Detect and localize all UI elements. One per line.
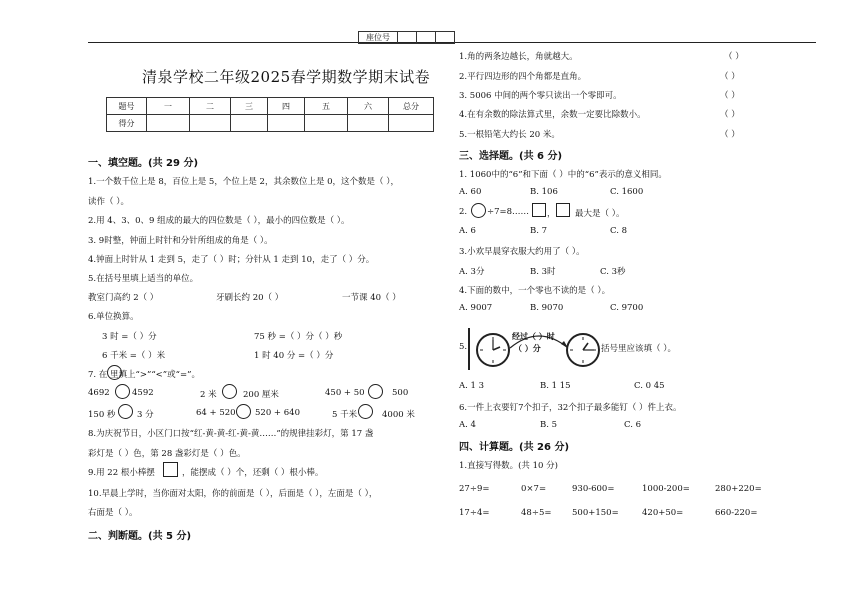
calc-item: 48÷5=: [521, 508, 552, 518]
choice-option[interactable]: B. 3时: [530, 267, 556, 277]
calc-item: 27÷9=: [459, 484, 490, 494]
elapsed-hours-label: 经过（ ）时: [512, 331, 555, 341]
choice-option[interactable]: A. 60: [459, 187, 482, 197]
calc-item: 930-600=: [572, 484, 615, 494]
choice-q2-tail: 最大是（ ）。: [575, 209, 625, 219]
score-row-label: 得分: [107, 115, 147, 132]
question-8-line2: 彩灯是（ ）色，第 28 盏彩灯是（ ）色。: [88, 449, 246, 459]
calc-item: 500+150=: [572, 508, 619, 518]
seat-label: 座位号: [359, 32, 398, 44]
judge-item: 4.在有余数的除法算式里，余数一定要比除数小。: [459, 110, 646, 120]
question-9-start: 9.用 22 根小棒摆: [88, 468, 155, 478]
calc-item: 280+220=: [715, 484, 762, 494]
judge-answer[interactable]: （ ）: [720, 110, 740, 120]
section1-title: 一、填空题。(共 29 分): [88, 158, 199, 169]
score-header: 五: [305, 98, 348, 115]
q6-item: 1 时 40 分 =（ ）分: [254, 351, 334, 361]
choice-option[interactable]: A. 1 3: [459, 381, 485, 391]
judge-item: 2.平行四边形的四个角都是直角。: [459, 72, 587, 82]
section3-title: 三、选择题。(共 6 分): [459, 151, 563, 162]
calc-item: 420+50=: [642, 508, 684, 518]
choice-option[interactable]: A. 3分: [459, 267, 485, 277]
seat-cell[interactable]: [436, 32, 455, 44]
question-5: 5.在括号里填上适当的单位。: [88, 274, 199, 284]
q6-item: 75 秒 =（ ）分（ ）秒: [254, 332, 343, 342]
question-4: 4.钟面上时针从 1 走到 5，走了（ ）时；分针从 1 走到 10，走了（ ）分。: [88, 255, 375, 265]
seat-cell[interactable]: [417, 32, 436, 44]
score-header: 二: [190, 98, 231, 115]
score-cell[interactable]: [389, 115, 434, 132]
question-3: 3. 9时整，钟面上时针和分针所组成的角是（ ）。: [88, 236, 273, 246]
question-9-end: ，能摆成（ ）个，还剩（ ）根小棒。: [182, 468, 324, 478]
page-title: 清泉学校二年级2025春学期数学期末试卷: [142, 68, 431, 86]
judge-answer[interactable]: （ ）: [724, 52, 744, 62]
question-6: 6.单位换算。: [88, 312, 139, 322]
q7-item: 64 + 520: [196, 408, 236, 418]
q7-item: 150 秒: [88, 410, 116, 420]
q7-item: 500: [392, 388, 409, 398]
judge-item: 1.角的两条边越长，角就越大。: [459, 52, 578, 62]
judge-answer[interactable]: （ ）: [720, 130, 740, 140]
compare-circle[interactable]: [222, 384, 237, 399]
choice-q1: 1. 1060中的“6”和下面（ ）中的“6”表示的意义相同。: [459, 170, 667, 180]
score-cell[interactable]: [231, 115, 268, 132]
score-cell[interactable]: [147, 115, 190, 132]
choice-option[interactable]: A. 4: [459, 420, 476, 430]
choice-option[interactable]: B. 1 15: [540, 381, 571, 391]
compare-circle-icon: [107, 365, 122, 380]
compare-circle[interactable]: [118, 404, 133, 419]
choice-option[interactable]: B. 106: [530, 187, 558, 197]
calc-item: 1000-200=: [642, 484, 690, 494]
choice-q2-comma: ，: [547, 209, 556, 219]
choice-option[interactable]: C. 3秒: [600, 267, 626, 277]
choice-option[interactable]: A. 9007: [459, 303, 493, 313]
score-cell[interactable]: [268, 115, 305, 132]
dividend-circle-icon: [471, 203, 486, 218]
question-7: 7. 在 里填上“>”“<”或“=”。: [88, 370, 200, 380]
clock-bracket-line: [468, 328, 470, 370]
choice-option[interactable]: C. 6: [624, 420, 642, 430]
choice-q6: 6.一件上衣要钉7个扣子，32个扣子最多能钉（ ）件上衣。: [459, 403, 682, 413]
remainder-square-icon: [556, 203, 570, 217]
judge-answer[interactable]: （ ）: [720, 91, 740, 101]
choice-q4: 4.下面的数中，一个零也不读的是（ ）。: [459, 286, 611, 296]
choice-option[interactable]: C. 9700: [610, 303, 644, 313]
choice-option[interactable]: C. 0 45: [634, 381, 665, 391]
score-header: 一: [147, 98, 190, 115]
q5-item: 牙刷长约 20（ ）: [216, 293, 284, 303]
choice-q3: 3.小欢早晨穿衣服大约用了（ ）。: [459, 247, 585, 257]
score-header-row: [107, 98, 434, 115]
q7-item: 520 + 640: [255, 408, 300, 418]
q7-item: 2 米: [200, 390, 217, 400]
judge-answer[interactable]: （ ）: [720, 72, 740, 82]
score-header: 四: [268, 98, 305, 115]
score-value-row: [107, 115, 434, 132]
score-header: 总分: [389, 98, 434, 115]
remainder-square-icon: [532, 203, 546, 217]
compare-circle[interactable]: [358, 404, 373, 419]
clock-end-icon: [566, 333, 600, 367]
question-2: 2.用 4、3、0、9 组成的最大的四位数是（ ），最小的四位数是（ ）。: [88, 216, 350, 226]
compare-circle[interactable]: [115, 384, 130, 399]
q7-item: 4592: [132, 388, 154, 398]
judge-item: 5.一根铅笔大约长 20 米。: [459, 130, 560, 140]
section2-title: 二、判断题。(共 5 分): [88, 531, 192, 542]
q7-item: 450 + 50: [325, 388, 365, 398]
choice-option[interactable]: C. 8: [610, 226, 628, 236]
q7-item: 4000 米: [382, 410, 415, 420]
calc-item: 0×7=: [521, 484, 547, 494]
question-10-line1: 10.早晨上学时，当你面对太阳，你的前面是（ ），后面是（ ），左面是（ ），: [88, 489, 378, 499]
q7-item: 3 分: [137, 410, 154, 420]
calc-subtitle: 1.直接写得数。(共 10 分): [459, 461, 558, 471]
score-cell[interactable]: [190, 115, 231, 132]
question-1-line2: 读作（ ）。: [88, 197, 129, 207]
section4-title: 四、计算题。(共 26 分): [459, 442, 570, 453]
choice-option[interactable]: B. 7: [530, 226, 548, 236]
choice-option[interactable]: A. 6: [459, 226, 476, 236]
q6-item: 6 千米 =（ ）米: [102, 351, 166, 361]
choice-option[interactable]: B. 9070: [530, 303, 564, 313]
elapsed-minutes-label: （ ）分: [514, 343, 541, 353]
q6-item: 3 时 =（ ）分: [102, 332, 157, 342]
q5-item: 一节课 40（ ）: [342, 293, 401, 303]
judge-item: 3. 5006 中间的两个零只读出一个零即可。: [459, 91, 622, 101]
clock-start-icon: [476, 333, 510, 367]
square-icon: [163, 462, 178, 477]
score-header: 题号: [107, 98, 147, 115]
seat-cell[interactable]: [398, 32, 417, 44]
choice-q5-tail: 括号里应该填（ ）。: [601, 344, 676, 354]
q7-item: 4692: [88, 388, 110, 398]
question-10-line2: 右面是（ ）。: [88, 508, 138, 518]
q7-item: 5 千米: [332, 410, 358, 420]
compare-circle[interactable]: [236, 404, 251, 419]
question-8-line1: 8.为庆祝节日，小区门口按“红-黄-黄-红-黄-黄……”的规律挂彩灯，第 17 盏: [88, 429, 374, 439]
score-cell[interactable]: [305, 115, 348, 132]
choice-q5-num: 5.: [459, 342, 468, 352]
calc-item: 17÷4=: [459, 508, 490, 518]
score-table: [106, 97, 434, 132]
choice-q2-expr: ÷7=8……: [487, 207, 530, 217]
q7-item: 200 厘米: [243, 390, 279, 400]
seat-table: [358, 31, 455, 44]
score-header: 三: [231, 98, 268, 115]
score-header: 六: [348, 98, 389, 115]
calc-item: 660-220=: [715, 508, 758, 518]
choice-q2-num: 2.: [459, 207, 468, 217]
compare-circle[interactable]: [368, 384, 383, 399]
score-cell[interactable]: [348, 115, 389, 132]
question-1-line1: 1.一个数千位上是 8，百位上是 5，个位上是 2，其余数位上是 0，这个数是（ ），: [88, 177, 400, 187]
q5-item: 教室门高约 2（ ）: [88, 293, 159, 303]
choice-option[interactable]: B. 5: [540, 420, 558, 430]
choice-option[interactable]: C. 1600: [610, 187, 644, 197]
